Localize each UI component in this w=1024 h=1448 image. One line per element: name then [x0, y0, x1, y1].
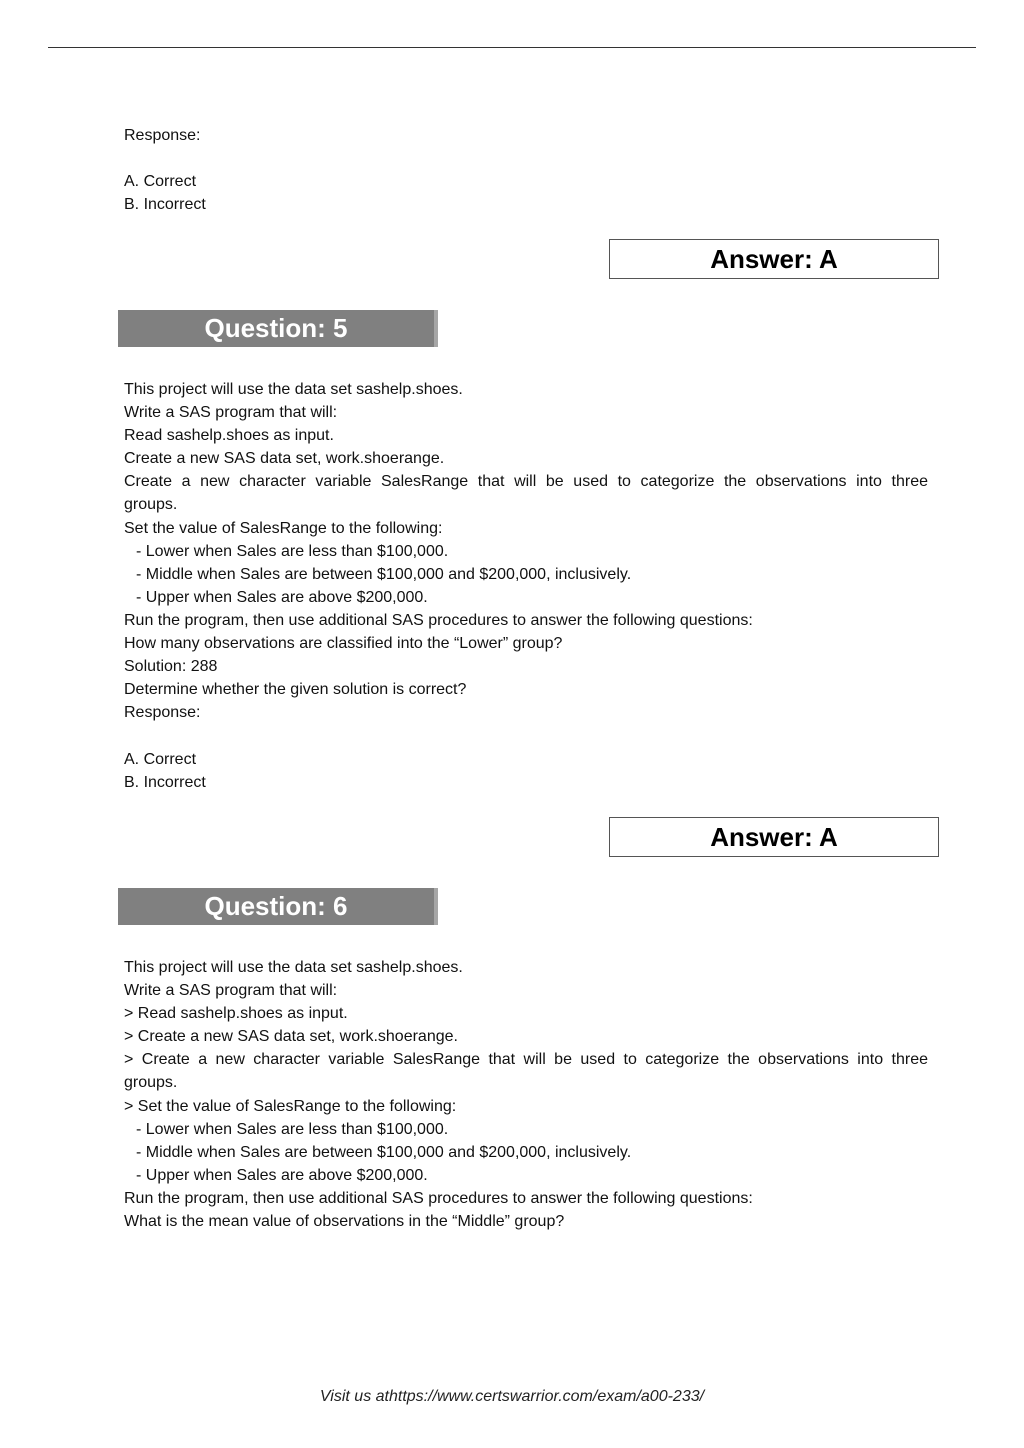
- body-line: Create a new SAS data set, work.shoerange.: [124, 450, 445, 468]
- response-options-block: [124, 124, 928, 216]
- body-line: > Create a new character variable SalesRange that will be used to categorize the observations into three: [124, 1051, 928, 1069]
- answer-box: Answer: A: [609, 239, 939, 279]
- question-6-body: [124, 956, 928, 1233]
- body-line: Create a new character variable SalesRange that will be used to categorize the observations into three: [124, 473, 928, 491]
- body-line: A. Correct: [124, 750, 197, 768]
- body-line: How many observations are classified into the “Lower” group?: [124, 635, 563, 653]
- body-line: Response:: [124, 704, 201, 722]
- body-line: A. Correct: [124, 173, 197, 191]
- body-line: [124, 724, 928, 747]
- body-line: [124, 147, 928, 170]
- body-line: - Upper when Sales are above $200,000.: [136, 588, 428, 606]
- body-line: Response:: [124, 127, 201, 144]
- question-5-heading: Question: 5: [118, 310, 438, 347]
- body-line: groups.: [124, 1074, 178, 1092]
- body-line: > Create a new SAS data set, work.shoerange.: [124, 1028, 458, 1046]
- body-line: - Upper when Sales are above $200,000.: [136, 1166, 428, 1184]
- body-line: Write a SAS program that will:: [124, 404, 338, 422]
- header-rule: [48, 47, 976, 48]
- body-line: This project will use the data set sashelp.shoes.: [124, 381, 463, 398]
- body-line: - Middle when Sales are between $100,000 and $200,000, inclusively.: [136, 1143, 632, 1161]
- body-line: What is the mean value of observations in the “Middle” group?: [124, 1213, 565, 1231]
- question-5-body: [124, 378, 928, 794]
- body-line: groups.: [124, 496, 178, 514]
- body-line: > Read sashelp.shoes as input.: [124, 1005, 348, 1023]
- body-line: B. Incorrect: [124, 773, 206, 791]
- question-6-heading: Question: 6: [118, 888, 438, 925]
- body-line: Run the program, then use additional SAS procedures to answer the following questions:: [124, 1189, 753, 1207]
- body-line: Read sashelp.shoes as input.: [124, 427, 334, 445]
- body-line: Determine whether the given solution is correct?: [124, 681, 467, 699]
- answer-box: Answer: A: [609, 817, 939, 857]
- body-line: This project will use the data set sashelp.shoes.: [124, 959, 463, 976]
- body-line: Solution: 288: [124, 658, 218, 676]
- body-line: Write a SAS program that will:: [124, 982, 338, 1000]
- body-line: B. Incorrect: [124, 196, 206, 214]
- body-line: Run the program, then use additional SAS procedures to answer the following questions:: [124, 611, 753, 629]
- footer-visit-link[interactable]: Visit us athttps://www.certswarrior.com/exam/a00-233/: [319, 1388, 705, 1405]
- body-line: - Lower when Sales are less than $100,000.: [136, 1120, 449, 1138]
- body-line: - Lower when Sales are less than $100,000.: [136, 542, 449, 560]
- body-line: - Middle when Sales are between $100,000 and $200,000, inclusively.: [136, 565, 632, 583]
- body-line: > Set the value of SalesRange to the following:: [124, 1097, 457, 1115]
- body-line: Set the value of SalesRange to the following:: [124, 519, 443, 537]
